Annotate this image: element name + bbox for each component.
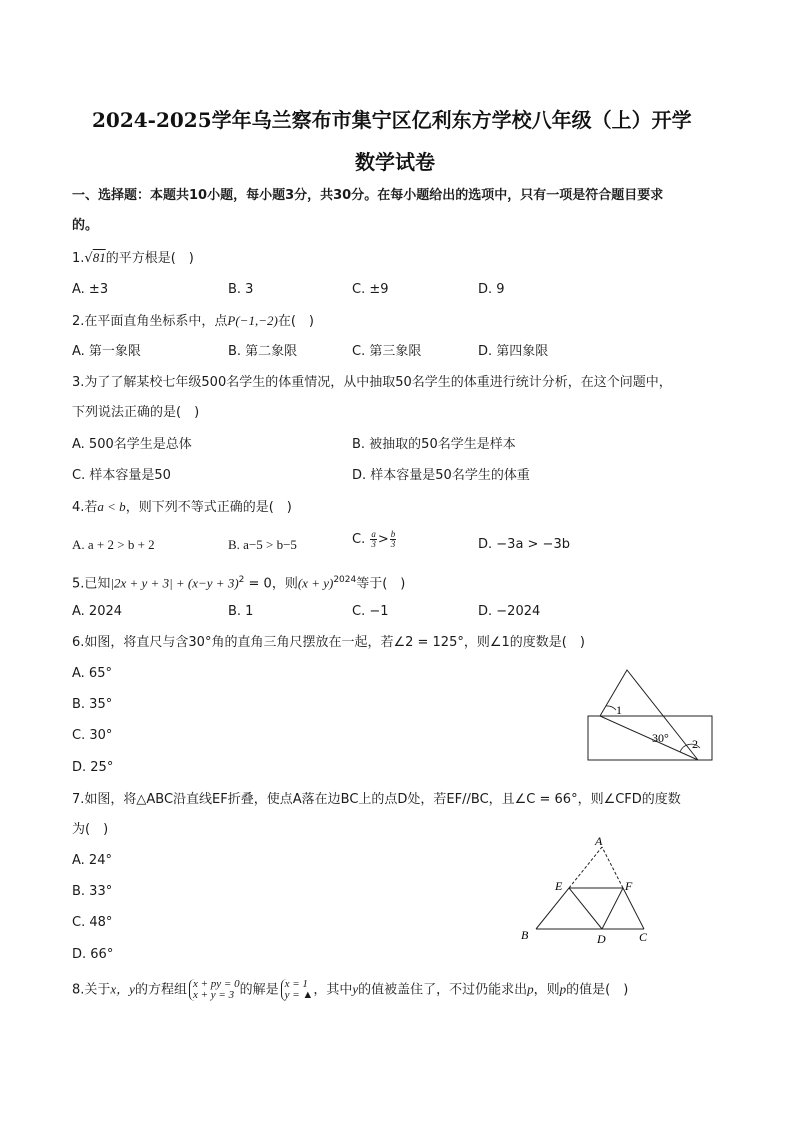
option-b: B. 35° (72, 697, 113, 712)
page-title-line2: 数学试卷 (355, 150, 435, 174)
option-a: A. 65° (72, 666, 112, 681)
equation-1: x + py = 0 (192, 978, 240, 990)
question-3: 3.为了了解某校七年级500名学生的体重情况，从中抽取50名学生的体重进行统计分析，在这个问题中， (72, 375, 672, 390)
angle-1-arc (606, 706, 616, 710)
question-2 (72, 312, 314, 331)
variables: x，y (110, 981, 135, 997)
fraction-b-over-3 (390, 530, 397, 549)
option-d: D. 25° (72, 760, 114, 775)
question-text: 的值被盖住了，不过仍能求出 (358, 982, 528, 998)
numerator: b (390, 529, 396, 539)
question-8 (72, 979, 628, 1001)
page-title-line1: 2024-2025学年乌兰察布市集宁区亿利东方学校八年级（上）开学 (92, 108, 692, 132)
solution-system (281, 979, 314, 1001)
expression: (x + y) (297, 575, 334, 591)
fraction-a-over-3 (370, 530, 377, 549)
question-text: ，则 (533, 982, 560, 998)
point-b-label: B (521, 928, 529, 942)
option-c: C. 48° (72, 915, 113, 930)
option-d: D. 第四象限 (478, 344, 549, 359)
ruler-triangle-figure (580, 664, 720, 764)
solution-x: x = 1 (284, 978, 308, 990)
point-a-label: A (595, 834, 603, 848)
denominator: 3 (390, 539, 396, 549)
exponent: 2024 (333, 575, 357, 585)
section-header-cont: 的。 (72, 218, 99, 233)
angle-1-label: 1 (616, 703, 622, 717)
point-d-label: D (597, 932, 606, 946)
option-c: C. ±9 (352, 282, 389, 297)
numerator: a (371, 529, 376, 539)
variable-p: p (527, 981, 534, 997)
option-label: C. (352, 532, 366, 547)
angle-2-label: 2 (692, 737, 698, 751)
question-text-end: 等于( ) (356, 576, 406, 592)
segment-ea-dashed (569, 847, 602, 888)
question-text: 的解是 (239, 982, 279, 998)
option-b: B. 1 (228, 604, 254, 619)
option-c (352, 530, 397, 549)
option-a: A. a + 2 > b + 2 (72, 537, 155, 552)
segment-fa-dashed (602, 847, 623, 888)
relation: > (377, 532, 389, 547)
triangle (600, 670, 698, 760)
variable-p: p (559, 981, 567, 997)
equals: = 0 (244, 576, 272, 592)
variable-y: y (352, 981, 359, 997)
question-1 (72, 249, 194, 268)
triangle-fold-figure (515, 832, 660, 946)
point-e-label: E (555, 879, 563, 893)
question-7: 7.如图，将△ABC沿直线EF折叠，使点A落在边BC上的点D处，若EF//BC，且∠C = 66°，则∠CFD的度数 (72, 792, 681, 807)
side-be (536, 888, 569, 929)
expression: |2x + y + 3| + (x−y + 3) (110, 575, 239, 591)
question-6: 6.如图，将直尺与含30°角的直角三角尺摆放在一起，若∠2 = 125°，则∠1的度数是( ) (72, 635, 585, 650)
question-text: ，其中 (313, 982, 353, 998)
point-f-label: F (625, 879, 633, 893)
option-a: A. 500名学生是总体 (72, 437, 192, 452)
option-d: D. 9 (478, 282, 505, 297)
question-text-end: ，则下列不等式正确的是( ) (125, 500, 292, 515)
sqrt-icon: √ (84, 251, 93, 266)
equation-system (189, 979, 240, 1001)
option-b: B. 3 (228, 282, 254, 297)
angle-30-label: 30° (652, 731, 669, 745)
question-5 (72, 571, 405, 593)
option-a: A. 24° (72, 853, 112, 868)
option-a: A. 第一象限 (72, 344, 141, 359)
question-number: 1. (72, 251, 85, 266)
option-c: C. 样本容量是50 (72, 468, 171, 483)
option-c: C. 第三象限 (352, 344, 422, 359)
option-d: D. −2024 (478, 604, 541, 619)
solution-y: y = ▲ (284, 989, 314, 1001)
question-text: 8.关于 (72, 982, 111, 998)
option-d: D. 样本容量是50名学生的体重 (352, 468, 530, 483)
question-text-end: 在( ) (277, 314, 314, 329)
option-c: C. 30° (72, 728, 113, 743)
exponent: 2 (238, 575, 245, 585)
segment-fd (602, 888, 623, 929)
option-b: B. 33° (72, 884, 113, 899)
option-b: B. a−5 > b−5 (228, 537, 297, 552)
question-3-cont: 下列说法正确的是( ) (72, 405, 200, 420)
option-c: C. −1 (352, 604, 389, 619)
denominator: 3 (371, 539, 376, 549)
segment-ed (569, 888, 602, 929)
option-d: D. 66° (72, 947, 114, 962)
radicand: 81 (92, 250, 106, 265)
question-text: 的方程组 (134, 982, 187, 998)
side-fc (623, 888, 644, 929)
option-d: D. −3a > −3b (478, 537, 570, 552)
section-header: 一、选择题：本题共10小题，每小题3分，共30分。在每小题给出的选项中，只有一项是符合题目要求 (72, 188, 664, 203)
question-text-end: 的值是( ) (566, 982, 629, 998)
equation-2: x + y = 3 (192, 989, 235, 1001)
option-b: B. 被抽取的50名学生是样本 (352, 437, 516, 452)
question-text: 的平方根是( ) (105, 251, 194, 266)
option-a: A. ±3 (72, 282, 109, 297)
point-label: P(−1,−2) (227, 313, 278, 328)
option-b: B. 第二象限 (228, 344, 298, 359)
point-c-label: C (639, 930, 648, 944)
question-7-cont: 为( ) (72, 822, 109, 837)
inequality: a < b (97, 499, 126, 514)
question-text: ，则 (271, 576, 298, 592)
option-a: A. 2024 (72, 604, 123, 619)
question-text: 4.若 (72, 500, 98, 515)
question-4 (72, 498, 292, 517)
question-text: 2.在平面直角坐标系中，点 (72, 314, 228, 329)
question-text: 5.已知 (72, 576, 111, 592)
